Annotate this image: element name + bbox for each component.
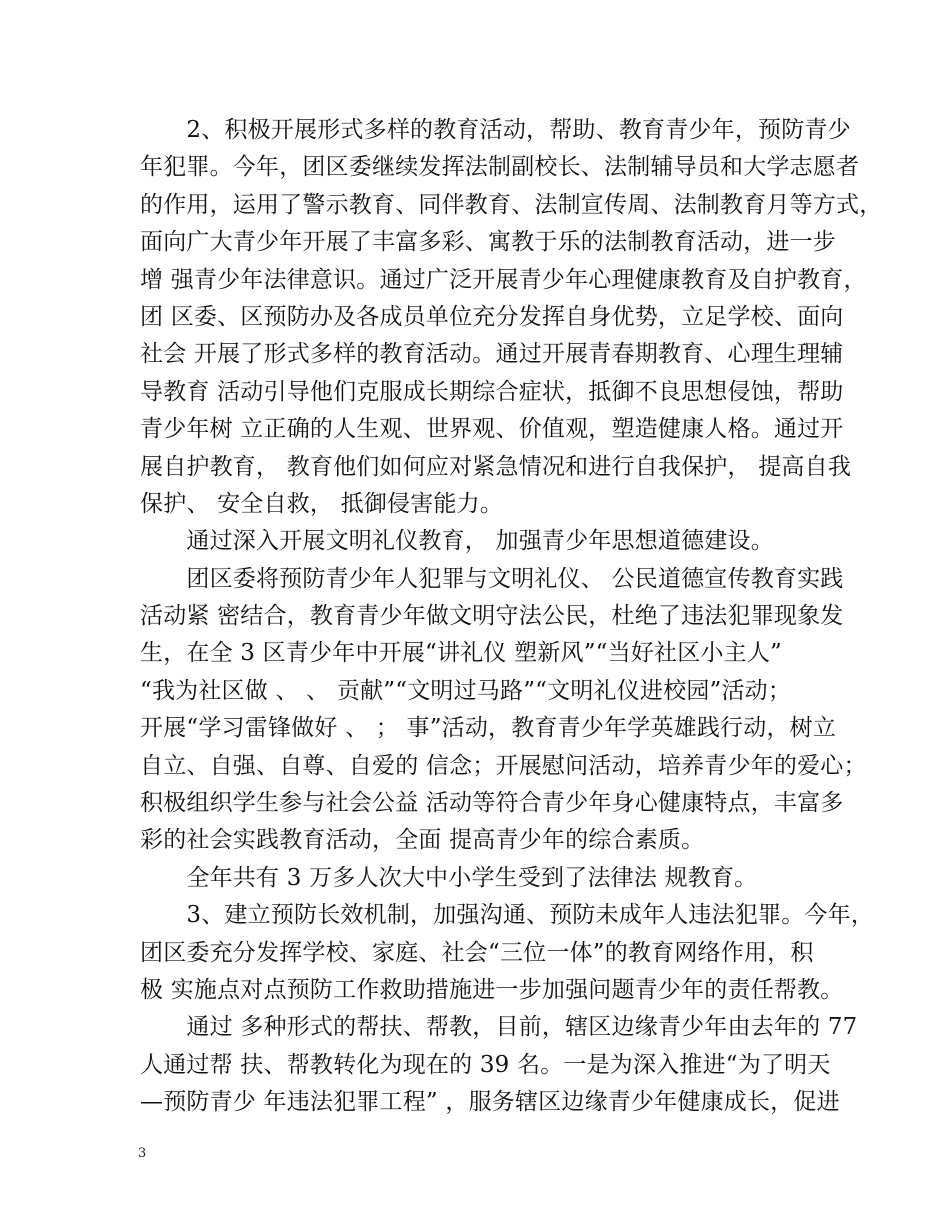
text-line: 活动紧 密结合，教育青少年做文明守法公民，杜绝了违法犯罪现象发: [140, 603, 844, 630]
page-number: 3: [138, 1146, 147, 1161]
text-line: 全年共有 3 万多人次大中小学生受到了法律法 规教育。: [140, 864, 758, 891]
text-line: 社会 开展了形式多样的教育活动。通过开展青春期教育、心理生理辅: [140, 341, 844, 368]
text-line: 2、积极开展形式多样的教育活动，帮助、教育青少年，预防青少: [140, 117, 851, 143]
text-line: 生，在全 3 区青少年中开展“讲礼仪 塑新风”“当好社区小主人”: [140, 640, 782, 667]
text-line: 通过深入开展文明礼仪教育， 加强青少年思想道德建设。: [140, 528, 774, 555]
text-line: 团区委充分发挥学校、家庭、社会“三位一体”的教育网络作用，积: [140, 939, 814, 966]
text-line: 面向广大青少年开展了丰富多彩、寓教于乐的法制教育活动，进一步: [140, 229, 836, 256]
text-line: 展自护教育， 教育他们如何应对紧急情况和进行自我保护， 提高自我: [140, 453, 852, 480]
text-line: 团 区委、区预防办及各成员单位充分发挥自身优势，立足学校、面向: [140, 303, 844, 330]
text-line: —预防青少 年违法犯罪工程” ，服务辖区边缘青少年健康成长，促进: [140, 1089, 840, 1116]
text-line: 年犯罪。今年，团区委继续发挥法制副校长、法制辅导员和大学志愿者: [140, 154, 860, 181]
text-line: 积极组织学生参与社会公益 活动等符合青少年身心健康特点，丰富多: [140, 790, 844, 817]
text-line: 的作用，运用了警示教育、同伴教育、法制宣传周、法制教育月等方式，: [140, 191, 883, 218]
text-line: 团区委将预防青少年人犯罪与文明礼仪、 公民道德宣传教育实践: [140, 565, 844, 592]
text-line: 导教育 活动引导他们克服成长期综合症状，抵御不良思想侵蚀，帮助: [140, 378, 844, 405]
text-line: 青少年树 立正确的人生观、世界观、价值观，塑造健康人格。通过开: [140, 416, 844, 443]
text-line: 开展“学习雷锋做好 、 ； 事”活动，教育青少年学英雄践行动，树立: [140, 715, 837, 742]
text-line: “我为社区做 、 、 贡献”“文明过马路”“文明礼仪进校园”活动；: [140, 677, 792, 704]
text-line: 极 实施点对点预防工作救助措施进一步加强问题青少年的责任帮教。: [140, 976, 844, 1003]
text-line: 保护、 安全自救， 抵御侵害能力。: [140, 490, 504, 517]
text-line: 自立、自强、自尊、自爱的 信念；开展慰问活动，培养青少年的爱心；: [140, 752, 867, 779]
text-line: 彩的社会实践教育活动，全面 提高青少年的综合素质。: [140, 827, 705, 854]
text-line: 通过 多种形式的帮扶、帮教，目前，辖区边缘青少年由去年的 77: [140, 1014, 858, 1041]
body-text: [140, 112, 883, 1122]
text-line: 人通过帮 扶、帮教转化为现在的 39 名。一是为深入推进“为了明天: [140, 1051, 831, 1078]
text-line: 增 强青少年法律意识。通过广泛开展青少年心理健康教育及自护教育，: [140, 266, 867, 293]
text-line: 3、建立预防长效机制，加强沟通、预防未成年人违法犯罪。今年，: [140, 902, 875, 929]
